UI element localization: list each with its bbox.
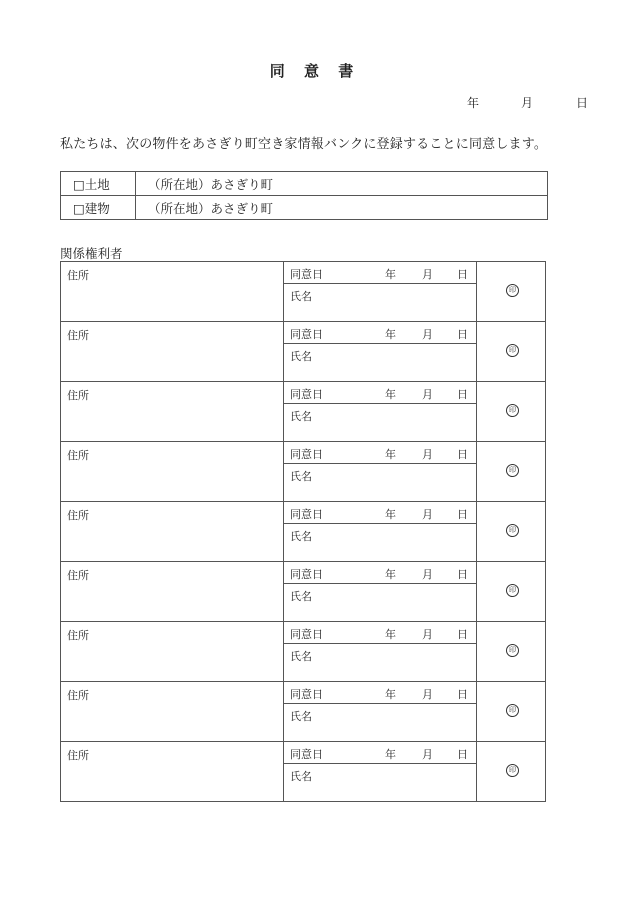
consent-date-field[interactable] bbox=[284, 322, 476, 344]
address-cell[interactable] bbox=[61, 742, 284, 801]
address-cell[interactable] bbox=[61, 262, 284, 321]
address-label: 住所 bbox=[67, 629, 89, 642]
seal-cell[interactable] bbox=[477, 622, 547, 681]
consent-date-label: 同意日 bbox=[290, 268, 323, 281]
property-row-building bbox=[61, 196, 548, 220]
consent-date-field[interactable] bbox=[284, 562, 476, 584]
consent-day-label: 日 bbox=[457, 628, 468, 641]
name-label: 氏名 bbox=[290, 710, 312, 723]
seal-cell[interactable] bbox=[477, 382, 547, 441]
holders-table bbox=[60, 261, 546, 802]
consent-date-label: 同意日 bbox=[290, 508, 323, 521]
consent-day-label: 日 bbox=[457, 508, 468, 521]
address-label: 住所 bbox=[67, 569, 89, 582]
consent-month-label: 月 bbox=[422, 388, 433, 401]
consent-date-field[interactable] bbox=[284, 262, 476, 284]
consent-month-label: 月 bbox=[422, 688, 433, 701]
property-table bbox=[60, 171, 548, 220]
seal-cell[interactable] bbox=[477, 562, 547, 621]
property-kind-land[interactable]: □土地 bbox=[61, 172, 136, 196]
consent-name-cell bbox=[284, 322, 477, 381]
consent-year-label: 年 bbox=[385, 388, 396, 401]
consent-day-label: 日 bbox=[457, 328, 468, 341]
consent-name-cell bbox=[284, 742, 477, 801]
date-year-label: 年 bbox=[467, 96, 480, 110]
seal-cell[interactable] bbox=[477, 682, 547, 741]
seal-icon: 印 bbox=[506, 524, 519, 537]
consent-month-label: 月 bbox=[422, 448, 433, 461]
consent-date-field[interactable] bbox=[284, 502, 476, 524]
property-location-building[interactable]: （所在地）あさぎり町 bbox=[136, 196, 548, 220]
name-label: 氏名 bbox=[290, 770, 312, 783]
name-label: 氏名 bbox=[290, 290, 312, 303]
date-day-label: 日 bbox=[576, 96, 589, 110]
consent-year-label: 年 bbox=[385, 328, 396, 341]
consent-name-cell bbox=[284, 442, 477, 501]
consent-day-label: 日 bbox=[457, 568, 468, 581]
name-label: 氏名 bbox=[290, 650, 312, 663]
consent-year-label: 年 bbox=[385, 448, 396, 461]
seal-cell[interactable] bbox=[477, 502, 547, 561]
holder-row bbox=[60, 682, 546, 742]
consent-month-label: 月 bbox=[422, 748, 433, 761]
holder-row bbox=[60, 261, 546, 322]
address-cell[interactable] bbox=[61, 382, 284, 441]
property-kind-building[interactable]: □建物 bbox=[61, 196, 136, 220]
consent-day-label: 日 bbox=[457, 268, 468, 281]
consent-day-label: 日 bbox=[457, 688, 468, 701]
property-location-land[interactable]: （所在地）あさぎり町 bbox=[136, 172, 548, 196]
consent-date-label: 同意日 bbox=[290, 688, 323, 701]
address-cell[interactable] bbox=[61, 562, 284, 621]
consent-date-field[interactable] bbox=[284, 742, 476, 764]
consent-statement: 私たちは、次の物件をあさぎり町空き家情報バンクに登録することに同意します。 bbox=[60, 137, 548, 152]
consent-month-label: 月 bbox=[422, 508, 433, 521]
consent-name-cell bbox=[284, 682, 477, 741]
consent-date-label: 同意日 bbox=[290, 748, 323, 761]
holder-row bbox=[60, 442, 546, 502]
holders-section-label: 関係権利者 bbox=[60, 246, 123, 261]
address-label: 住所 bbox=[67, 449, 89, 462]
address-cell[interactable] bbox=[61, 442, 284, 501]
consent-date-label: 同意日 bbox=[290, 568, 323, 581]
name-label: 氏名 bbox=[290, 530, 312, 543]
holder-row bbox=[60, 502, 546, 562]
consent-year-label: 年 bbox=[385, 268, 396, 281]
name-label: 氏名 bbox=[290, 410, 312, 423]
date-month-label: 月 bbox=[521, 96, 534, 110]
consent-year-label: 年 bbox=[385, 508, 396, 521]
consent-day-label: 日 bbox=[457, 448, 468, 461]
name-label: 氏名 bbox=[290, 590, 312, 603]
consent-month-label: 月 bbox=[422, 328, 433, 341]
holder-row bbox=[60, 322, 546, 382]
consent-date-label: 同意日 bbox=[290, 328, 323, 341]
address-label: 住所 bbox=[67, 509, 89, 522]
address-cell[interactable] bbox=[61, 622, 284, 681]
holder-row bbox=[60, 382, 546, 442]
consent-name-cell bbox=[284, 622, 477, 681]
address-label: 住所 bbox=[67, 749, 89, 762]
address-label: 住所 bbox=[67, 329, 89, 342]
consent-month-label: 月 bbox=[422, 268, 433, 281]
consent-month-label: 月 bbox=[422, 568, 433, 581]
address-label: 住所 bbox=[67, 389, 89, 402]
address-label: 住所 bbox=[67, 269, 89, 282]
consent-year-label: 年 bbox=[385, 688, 396, 701]
consent-year-label: 年 bbox=[385, 568, 396, 581]
seal-icon: 印 bbox=[506, 464, 519, 477]
holder-row bbox=[60, 622, 546, 682]
consent-name-cell bbox=[284, 262, 477, 321]
consent-name-cell bbox=[284, 562, 477, 621]
consent-name-cell bbox=[284, 502, 477, 561]
seal-icon: 印 bbox=[506, 404, 519, 417]
seal-icon: 印 bbox=[506, 704, 519, 717]
consent-month-label: 月 bbox=[422, 628, 433, 641]
consent-year-label: 年 bbox=[385, 628, 396, 641]
name-label: 氏名 bbox=[290, 470, 312, 483]
seal-cell[interactable] bbox=[477, 442, 547, 501]
seal-cell[interactable] bbox=[477, 322, 547, 381]
consent-name-cell bbox=[284, 382, 477, 441]
address-cell[interactable] bbox=[61, 502, 284, 561]
seal-icon: 印 bbox=[506, 344, 519, 357]
consent-date-label: 同意日 bbox=[290, 388, 323, 401]
consent-date-field[interactable] bbox=[284, 622, 476, 644]
seal-icon: 印 bbox=[506, 584, 519, 597]
consent-year-label: 年 bbox=[385, 748, 396, 761]
address-cell[interactable] bbox=[61, 682, 284, 741]
seal-icon: 印 bbox=[506, 644, 519, 657]
address-label: 住所 bbox=[67, 689, 89, 702]
seal-icon: 印 bbox=[506, 764, 519, 777]
property-row-land bbox=[61, 172, 548, 196]
consent-date-field[interactable] bbox=[284, 682, 476, 704]
consent-day-label: 日 bbox=[457, 748, 468, 761]
holder-row bbox=[60, 742, 546, 802]
seal-cell[interactable] bbox=[477, 742, 547, 801]
seal-cell[interactable] bbox=[477, 262, 547, 321]
name-label: 氏名 bbox=[290, 350, 312, 363]
consent-date-field[interactable] bbox=[284, 442, 476, 464]
consent-date-label: 同意日 bbox=[290, 448, 323, 461]
address-cell[interactable] bbox=[61, 322, 284, 381]
consent-day-label: 日 bbox=[457, 388, 468, 401]
consent-date-field[interactable] bbox=[284, 382, 476, 404]
holder-row bbox=[60, 562, 546, 622]
consent-date-label: 同意日 bbox=[290, 628, 323, 641]
document-title: 同 意 書 bbox=[269, 62, 361, 80]
seal-icon: 印 bbox=[506, 284, 519, 297]
